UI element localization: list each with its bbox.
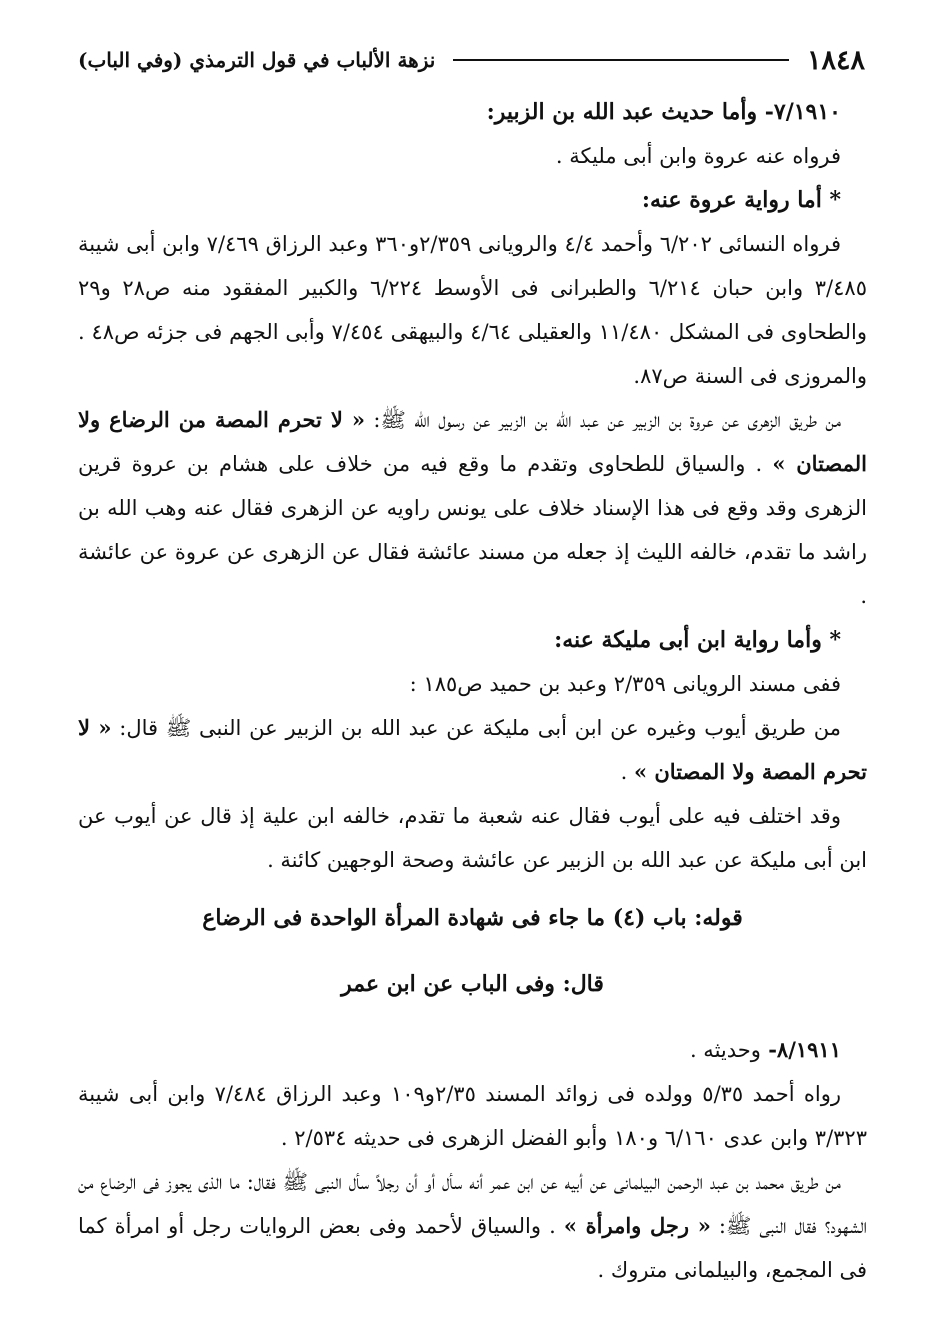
- subheading-urwa: * أما رواية عروة عنه:: [641, 187, 841, 213]
- hadith-1911-heading: [78, 1028, 867, 1072]
- page-body: [78, 90, 867, 1292]
- running-title: نزهة الألباب في قول الترمذي (وفي الباب): [78, 48, 436, 72]
- chapter-subheading: قال: وفى الباب عن ابن عمر: [341, 971, 604, 997]
- hadith-1910-heading: ٧/١٩١٠- وأما حديث عبد الله بن الزبير:: [486, 99, 841, 125]
- header-rule: [453, 59, 789, 61]
- chain-text: من طريق محمد بن عبد الرحمن البيلمانى عن أبيه عن ابن عمر أنه سأل أو أن رجلاً سأل النبى ﷺ فقال: ما الذى يجوز فى الرضاع من الشهود؟ فقال النبى ﷺ:: [78, 1170, 867, 1238]
- paragraph-sources-urwa: فرواه النسائى ٦/٢٠٢ وأحمد ٤/٤ والرويانى ٢/٣٥٩و٣٦٠ وعبد الرزاق ٧/٤٦٩ وابن أبى شيبة ٣/٤٨٥ وابن حبان ٦/٢١٤ والطبرانى فى الأوسط ٦/٢٢٤ والكبير المفقود منه ص٢٨ و٢٩ والطحاوى فى المشكل ١١/٤٨٠ والعقيلى ٤/٦٤ والبيهقى ٧/٤٥٤ وأبى الجهم فى جزئه ص٤٨ . والمروزى فى السنة ص٨٧.: [78, 232, 867, 388]
- page-header: [78, 40, 865, 80]
- paragraph-sources-ruyani: ففى مسند الرويانى ٢/٣٥٩ وعبد بن حميد ص١٨٥ :: [409, 672, 841, 696]
- page-number: ١٨٤٨: [806, 44, 865, 76]
- chain-text: من طريق الزهرى عن عروة بن الزبير عن عبد الله بن الزبير عن رسول الله ﷺ:: [365, 408, 842, 432]
- commentary-text: . والسياق للطحاوى وتقدم ما وقع فيه من خلاف على هشام بن عروة قرين الزهرى وقد وقع فى هذا الإسناد خلاف على يونس راويه عن الزهرى فقال عنه وهب الله بن راشد ما تقدم، خالفه الليث إذ جعله من مسند عائشة فقال عن الزهرى عن عروة عن عائشة .: [78, 452, 867, 608]
- commentary-text: . والسياق لأحمد وفى بعض الروايات رجل أو امرأة كما فى المجمع، والبيلمانى متروك .: [78, 1214, 867, 1282]
- chain-text: من طريق أيوب وغيره عن ابن أبى مليكة عن عبد الله بن الزبير عن النبى ﷺ قال:: [111, 716, 841, 740]
- closing-mark: .: [620, 760, 634, 784]
- chapter-heading: قوله: باب (٤) ما جاء فى شهادة المرأة الواحدة فى الرضاع: [202, 905, 743, 931]
- paragraph-chain-zuhri: [78, 398, 867, 618]
- paragraph-chain-ayyub: [78, 706, 867, 794]
- hadith-1911-number: ٨/١٩١١-: [760, 1037, 841, 1062]
- subheading-ibn-abi-mulayka: * وأما رواية ابن أبى مليكة عنه:: [554, 627, 841, 653]
- paragraph-sources-ibn-umar: رواه أحمد ٥/٣٥ وولده فى زوائد المسند ٢/٣٥و١٠٩ وعبد الرزاق ٧/٤٨٤ وابن أبى شيبة ٣/٣٢٣ وابن عدى ٦/١٦٠ و١٨٠ وأبو الفضل الزهرى فى حديثه ٢/٥٣٤ .: [78, 1082, 867, 1150]
- hadith-text-quote: « لا تحرم المصة من الرضاع ولا المصتان »: [78, 407, 867, 476]
- hadith-text-quote: « لا تحرم المصة ولا المصتان »: [78, 715, 867, 784]
- hadith-1911-title: وحديثه .: [689, 1038, 761, 1062]
- hadith-text-quote: « رجل وامرأة »: [563, 1213, 711, 1238]
- paragraph-ikhtilaf: وقد اختلف فيه على أيوب فقال عنه شعبة ما تقدم، خالفه ابن علية إذ قال عن أيوب عن ابن أبى مليكة عن عبد الله بن الزبير عن عائشة وصحة الوجهين كائنة .: [78, 804, 867, 872]
- paragraph-narrators: فرواه عنه عروة وابن أبى مليكة .: [555, 144, 841, 168]
- paragraph-chain-baylamani: [78, 1160, 867, 1292]
